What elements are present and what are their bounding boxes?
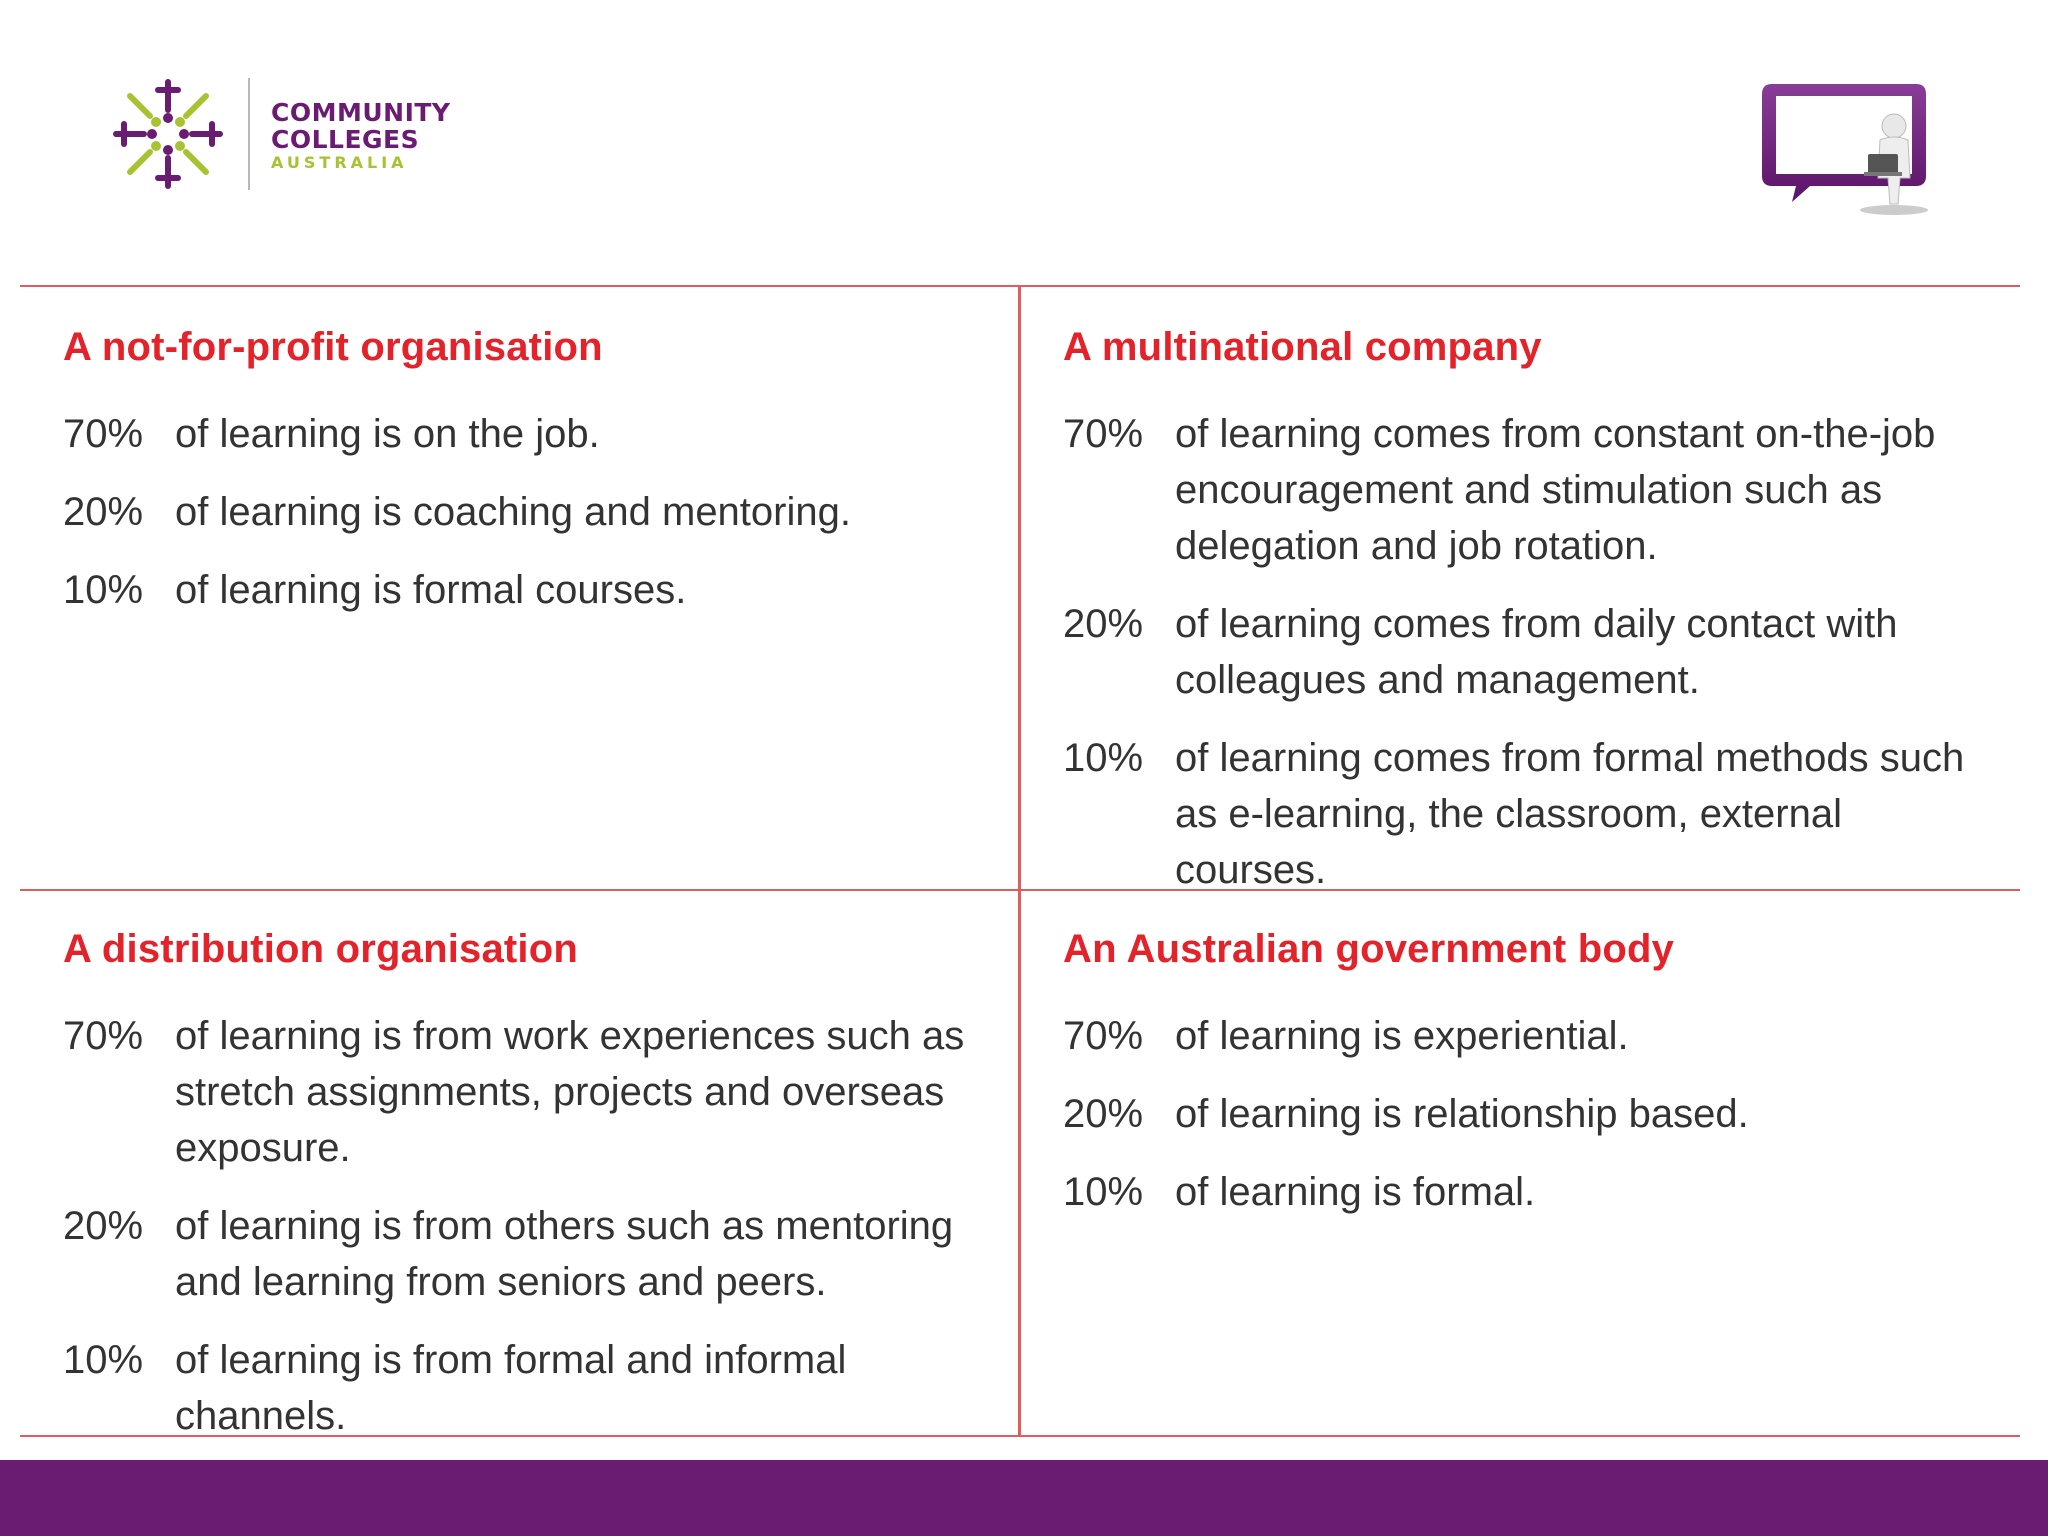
list-item [1063, 1164, 2003, 1220]
item-text: of learning is from work experiences such as stretch assignments, projects and overseas exposure. [175, 1014, 965, 1170]
logo-text-australia: AUSTRALIA [271, 153, 408, 172]
logo-text-community: COMMUNITY [271, 98, 451, 127]
list-item [63, 484, 993, 540]
list-item [63, 406, 993, 462]
item-text: of learning comes from constant on-the-job encouragement and stimulation such as delegation and job rotation. [1175, 412, 1936, 568]
community-colleges-logo [108, 74, 468, 194]
section-not-for-profit [63, 325, 993, 640]
list-item [1063, 596, 2003, 708]
learning-model-grid [20, 285, 2020, 1437]
item-text: of learning comes from daily contact with colleagues and management. [1175, 602, 1898, 702]
percent-value: 20% [1063, 602, 1144, 646]
percent-value: 10% [1063, 1170, 1144, 1214]
percent-value: 70% [1063, 412, 1144, 456]
logo-people-circle-icon [108, 74, 228, 194]
percent-value: 20% [63, 1204, 144, 1248]
percent-value: 10% [63, 1338, 144, 1382]
percent-value: 10% [1063, 736, 1144, 780]
percent-value: 70% [63, 412, 144, 456]
list-item [63, 1332, 993, 1444]
speech-bubble-presenter-icon [1758, 78, 1958, 218]
item-text: of learning is from others such as mentoring and learning from seniors and peers. [175, 1204, 954, 1304]
list-item [63, 562, 993, 618]
list-item [1063, 1008, 2003, 1064]
section-title: An Australian government body [1063, 927, 1675, 971]
list-item [1063, 730, 2003, 898]
column-divider [1018, 285, 1021, 1437]
percent-value: 20% [1063, 1092, 1144, 1136]
logo-text-colleges: COLLEGES [271, 125, 420, 154]
item-text: of learning is experiential. [1175, 1014, 1629, 1058]
section-title: A not-for-profit organisation [63, 325, 603, 369]
percent-value: 10% [63, 568, 144, 612]
percent-value: 20% [63, 490, 144, 534]
logo-wordmark [271, 100, 451, 171]
section-title: A multinational company [1063, 325, 1542, 369]
item-text: of learning is formal. [1175, 1170, 1536, 1214]
item-text: of learning is on the job. [175, 412, 600, 456]
item-text: of learning comes from formal methods such as e-learning, the classroom, external courses. [1175, 736, 1965, 892]
list-item [1063, 406, 2003, 574]
percent-value: 70% [63, 1014, 144, 1058]
list-item [63, 1008, 993, 1176]
section-title: A distribution organisation [63, 927, 579, 971]
section-multinational [1063, 325, 2003, 920]
percent-value: 70% [1063, 1014, 1144, 1058]
logo-divider [248, 78, 250, 190]
item-text: of learning is from formal and informal channels. [175, 1338, 847, 1438]
section-government [1063, 927, 2003, 1242]
item-text: of learning is coaching and mentoring. [175, 490, 851, 534]
list-item [1063, 1086, 2003, 1142]
item-text: of learning is formal courses. [175, 568, 687, 612]
item-text: of learning is relationship based. [1175, 1092, 1749, 1136]
section-distribution [63, 927, 993, 1466]
header [0, 0, 2048, 280]
footer-bar [0, 1460, 2048, 1536]
list-item [63, 1198, 993, 1310]
